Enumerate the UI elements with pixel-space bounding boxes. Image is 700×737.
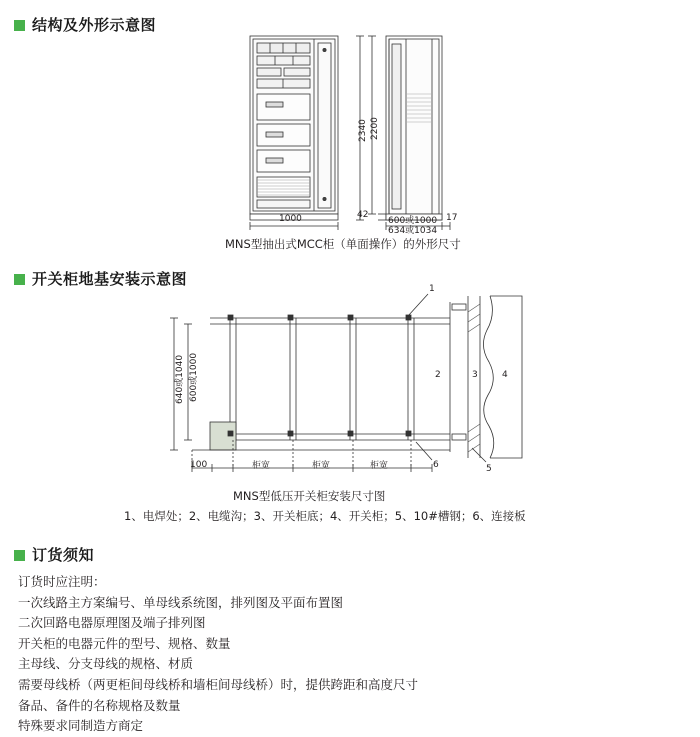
dim-cell-width-3: 柜宽 bbox=[370, 461, 389, 471]
ordering-note: 特殊要求同制造方商定 bbox=[18, 718, 144, 734]
dim-100: 100 bbox=[190, 460, 208, 470]
ordering-note: 主母线、分支母线的规格、材质 bbox=[18, 656, 194, 672]
dim-depth-a: 600或1000 bbox=[388, 216, 438, 226]
ordering-note: 开关柜的电器元件的型号、规格、数量 bbox=[18, 635, 231, 651]
ordering-notes-list bbox=[18, 572, 418, 737]
ordering-note: 订货时应注明： bbox=[18, 574, 106, 589]
ordering-note: 需要母线桥（两更柜间母线桥和墙柜间母线桥）时，提供跨距和高度尺寸 bbox=[18, 676, 419, 692]
ordering-note: 二次回路电器原理图及端子排列图 bbox=[18, 615, 206, 631]
dim-height-inner: 2200 bbox=[370, 117, 380, 140]
callout-5: 5 bbox=[486, 464, 492, 474]
callout-2: 2 bbox=[435, 370, 441, 380]
dim-depth-c: 17 bbox=[446, 213, 458, 223]
dim-cell-width-2: 柜宽 bbox=[312, 461, 331, 471]
square-bullet-icon bbox=[14, 274, 25, 285]
callout-6: 6 bbox=[433, 460, 439, 470]
section-title-text: 结构及外形示意图 bbox=[32, 16, 157, 34]
dim-depth-b: 634或1034 bbox=[388, 226, 438, 236]
section-heading-structure bbox=[14, 18, 156, 33]
ordering-note: 备品、备件的名称规格及数量 bbox=[18, 697, 181, 713]
ordering-note: 一次线路主方案编号、单母线系统图，排列图及平面布置图 bbox=[18, 594, 344, 610]
dim-width-bottom: 1000 bbox=[279, 214, 302, 224]
figure2-caption: MNS型低压开关柜安装尺寸图 bbox=[233, 489, 386, 503]
section-title-text: 开关柜地基安装示意图 bbox=[32, 270, 188, 288]
callout-4: 4 bbox=[502, 370, 508, 380]
figure2-legend: 1、电焊处；2、电缆沟；3、开关柜底；4、开关柜；5、10#槽钢；6、连接板 bbox=[124, 509, 526, 523]
section-heading-ordering bbox=[14, 548, 94, 563]
callout-1: 1 bbox=[429, 284, 435, 294]
square-bullet-icon bbox=[14, 20, 25, 31]
section-title-text: 订货须知 bbox=[32, 546, 95, 564]
figure-foundation-installation bbox=[150, 282, 570, 482]
dim-left-outer: 640或1040 bbox=[175, 354, 185, 404]
figure1-caption: MNS型抽出式MCC柜（单面操作）的外形尺寸 bbox=[225, 237, 461, 251]
dim-left-inner: 600或1000 bbox=[189, 352, 199, 402]
square-bullet-icon bbox=[14, 550, 25, 561]
callout-3: 3 bbox=[472, 370, 478, 380]
figure-cabinet-outline bbox=[210, 14, 510, 234]
dim-base-height: 42 bbox=[357, 210, 369, 220]
dim-cell-width-1: 柜宽 bbox=[252, 461, 271, 471]
dim-height-total: 2340 bbox=[358, 119, 368, 142]
foundation-svg bbox=[150, 282, 570, 482]
